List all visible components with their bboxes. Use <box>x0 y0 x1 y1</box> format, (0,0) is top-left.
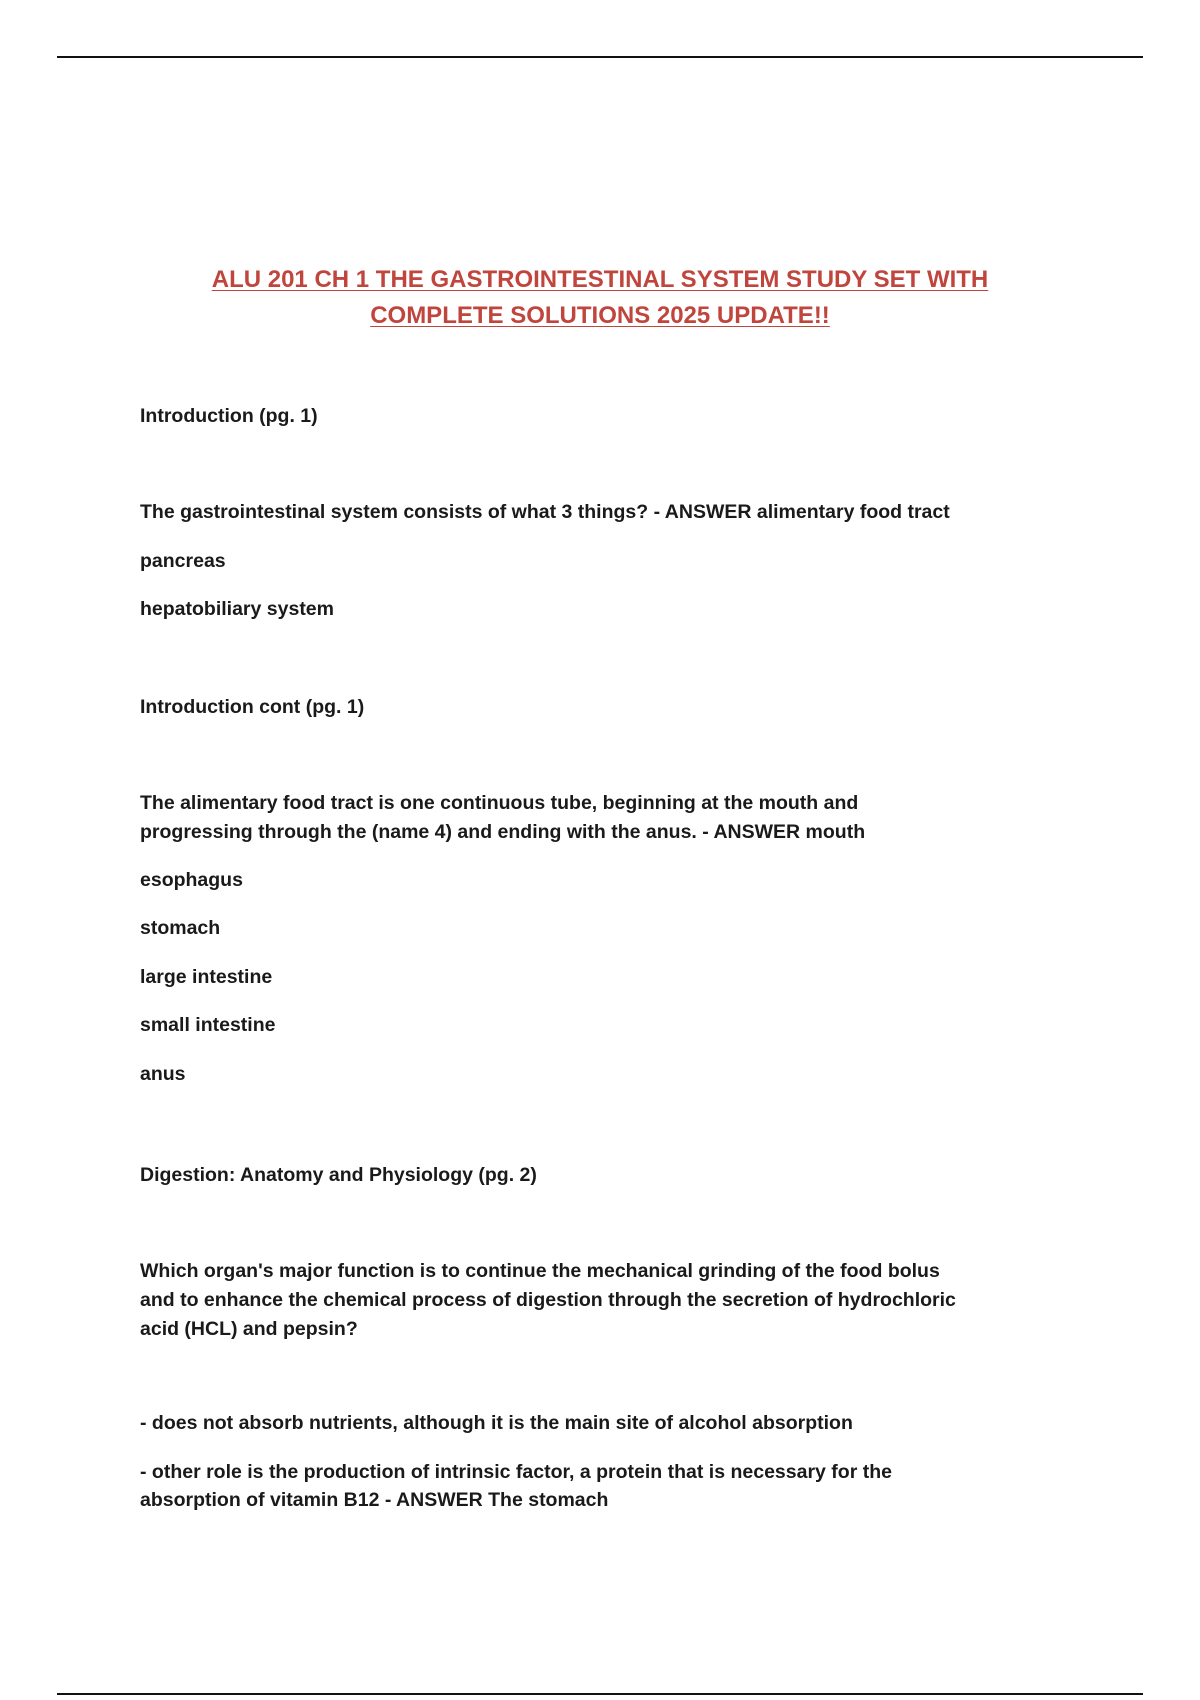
question-text: progressing through the (name 4) and ending with the anus. - ANSWER mouth <box>140 821 866 843</box>
question-text: The alimentary food tract is one continuous tube, beginning at the mouth and <box>140 792 859 814</box>
bottom-rule <box>57 1693 1143 1695</box>
title-line-2: COMPLETE SOLUTIONS 2025 UPDATE!! <box>370 302 830 329</box>
answer-item: - does not absorb nutrients, although it is the main site of alcohol absorption <box>140 1412 853 1434</box>
answer-item: hepatobiliary system <box>140 598 334 620</box>
section-heading: Digestion: Anatomy and Physiology (pg. 2) <box>140 1164 537 1186</box>
answer-item: esophagus <box>140 869 243 891</box>
answer-item: absorption of vitamin B12 - ANSWER The stomach <box>140 1489 609 1511</box>
answer-item: - other role is the production of intrinsic factor, a protein that is necessary for the <box>140 1461 892 1483</box>
question-text: acid (HCL) and pepsin? <box>140 1318 358 1340</box>
answer-item: small intestine <box>140 1014 276 1036</box>
question-text: and to enhance the chemical process of digestion through the secretion of hydrochloric <box>140 1289 956 1311</box>
document-title <box>140 262 1060 334</box>
answer-item: large intestine <box>140 966 273 988</box>
top-rule <box>57 56 1143 58</box>
title-line-1: ALU 201 CH 1 THE GASTROINTESTINAL SYSTEM STUDY SET WITH <box>211 266 989 293</box>
answer-item: pancreas <box>140 550 226 572</box>
section-heading: Introduction (pg. 1) <box>140 405 318 427</box>
section-heading: Introduction cont (pg. 1) <box>140 696 365 718</box>
question-text: Which organ's major function is to continue the mechanical grinding of the food bolus <box>140 1260 940 1282</box>
answer-item: anus <box>140 1063 186 1085</box>
answer-item: stomach <box>140 917 221 939</box>
question-text: The gastrointestinal system consists of what 3 things? - ANSWER alimentary food tract <box>140 501 950 523</box>
